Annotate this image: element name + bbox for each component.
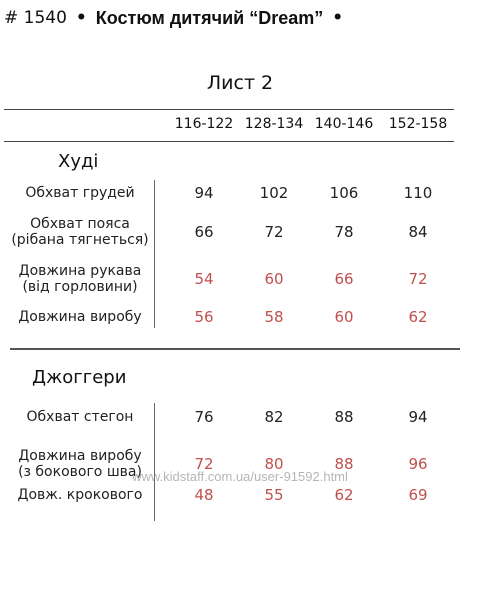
measurement-label-line: Довжина виробу bbox=[18, 448, 142, 464]
measurement-label-line: Обхват стегон bbox=[26, 409, 134, 425]
product-title: Костюм дитячий “Dream” bbox=[95, 7, 324, 28]
measurement-value: 102 bbox=[259, 184, 289, 202]
measurement-value: 76 bbox=[194, 408, 214, 426]
size-header: 140-146 bbox=[314, 116, 374, 132]
measurement-value: 58 bbox=[264, 308, 284, 326]
size-header: 116-122 bbox=[174, 116, 234, 132]
measurement-value: 54 bbox=[194, 270, 214, 288]
measurement-label-line: Довжина рукава bbox=[18, 263, 142, 279]
measurement-value: 94 bbox=[194, 184, 214, 202]
measurement-label-line: (від горловини) bbox=[22, 279, 138, 295]
measurement-value: 106 bbox=[329, 184, 359, 202]
measurement-value: 88 bbox=[334, 455, 354, 473]
measurement-value: 72 bbox=[194, 455, 214, 473]
measurement-value: 60 bbox=[334, 308, 354, 326]
measurement-label-line: (з бокового шва) bbox=[18, 464, 142, 480]
measurement-value: 62 bbox=[334, 486, 354, 504]
measurement-value: 72 bbox=[264, 223, 284, 241]
measurement-value: 96 bbox=[408, 455, 428, 473]
measurement-label-line: Довжина виробу bbox=[18, 309, 142, 325]
measurement-value: 94 bbox=[408, 408, 428, 426]
measurement-label bbox=[5, 185, 155, 201]
measurement-label bbox=[5, 487, 155, 503]
page-header bbox=[4, 4, 352, 32]
hoodie-section-title: Худі bbox=[58, 151, 99, 172]
measurement-label bbox=[5, 216, 155, 248]
joggers-section-title: Джоггери bbox=[32, 367, 127, 388]
measurement-value: 110 bbox=[403, 184, 433, 202]
measurement-value: 69 bbox=[408, 486, 428, 504]
measurement-label-line: Обхват пояса bbox=[30, 216, 130, 232]
measurement-value: 66 bbox=[194, 223, 214, 241]
measurement-value: 82 bbox=[264, 408, 284, 426]
bullet-separator: • bbox=[332, 8, 344, 28]
measurement-label-line: (рібана тягнеться) bbox=[11, 232, 149, 248]
measurement-value: 84 bbox=[408, 223, 428, 241]
measurement-value: 78 bbox=[334, 223, 354, 241]
measurement-value: 48 bbox=[194, 486, 214, 504]
measurement-label-line: Обхват грудей bbox=[25, 185, 135, 201]
section-divider bbox=[10, 348, 460, 350]
watermark-url: www.kidstaff.com.ua/user-91592.html bbox=[132, 469, 348, 484]
table-top-rule bbox=[4, 109, 454, 110]
bullet-separator: • bbox=[75, 8, 87, 28]
measurement-label bbox=[5, 263, 155, 295]
article-number: # 1540 bbox=[4, 8, 67, 28]
measurement-value: 72 bbox=[408, 270, 428, 288]
measurement-value: 55 bbox=[264, 486, 284, 504]
size-header: 152-158 bbox=[388, 116, 448, 132]
measurement-value: 80 bbox=[264, 455, 284, 473]
measurement-value: 60 bbox=[264, 270, 284, 288]
measurement-value: 88 bbox=[334, 408, 354, 426]
measurement-label bbox=[5, 409, 155, 425]
size-header: 128-134 bbox=[244, 116, 304, 132]
hoodie-label-divider bbox=[154, 180, 155, 328]
measurement-label bbox=[5, 309, 155, 325]
header-bottom-rule bbox=[4, 141, 454, 142]
measurement-value: 66 bbox=[334, 270, 354, 288]
measurement-value: 56 bbox=[194, 308, 214, 326]
sheet-title: Лист 2 bbox=[206, 72, 274, 94]
measurement-label-line: Довж. крокового bbox=[17, 487, 143, 503]
measurement-value: 62 bbox=[408, 308, 428, 326]
